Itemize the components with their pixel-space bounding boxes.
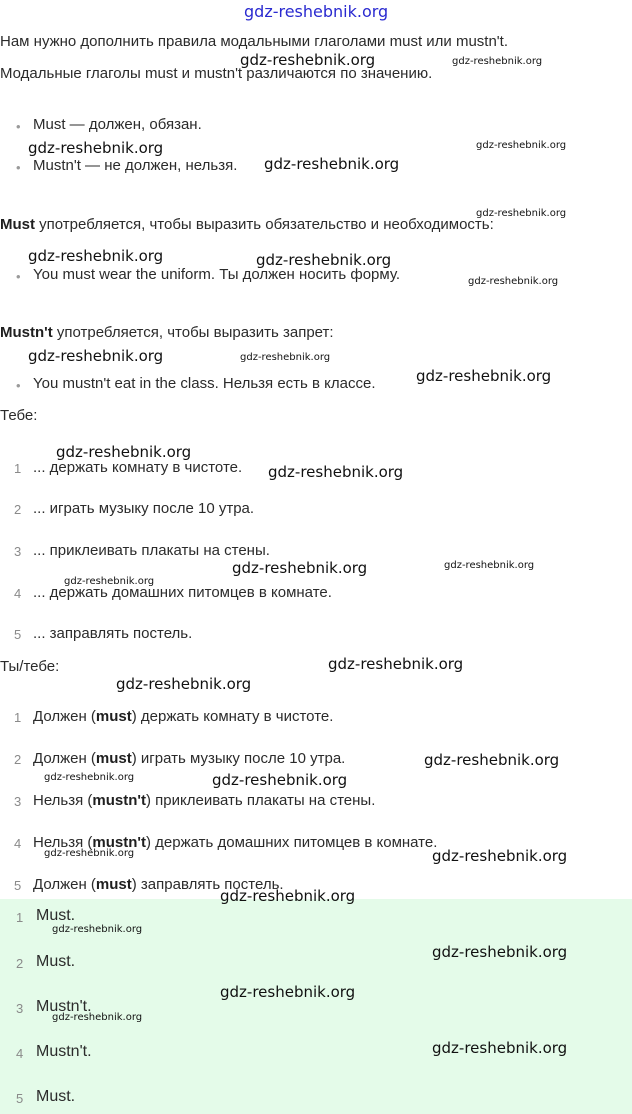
mustnt-example: You mustn't eat in the class. Нельзя есть в классе. [33, 375, 376, 392]
item-text: Должен (must) играть музыку после 10 утра. [33, 750, 346, 767]
watermark: gdz-reshebnik.org [220, 983, 356, 1001]
watermark: gdz-reshebnik.org [452, 56, 543, 67]
watermark: gdz-reshebnik.org [468, 276, 559, 287]
item-number: 1 [14, 461, 22, 476]
answer-text: Must. [36, 907, 76, 924]
modal-word: mustn't [92, 834, 146, 851]
modal-word: must [95, 708, 132, 725]
answer-text: Must. [36, 953, 76, 970]
bullet-icon: • [16, 119, 21, 134]
rule-keyword: Must [0, 216, 35, 233]
item-text: ... приклеивать плакаты на стены. [33, 542, 270, 559]
rule-text: употребляется, чтобы выразить обязательство и необходимость: [35, 216, 494, 233]
answer-text: Must. [36, 1088, 76, 1105]
watermark: gdz-reshebnik.org [432, 847, 568, 865]
rule-text: употребляется, чтобы выразить запрет: [52, 324, 334, 341]
watermark: gdz-reshebnik.org [264, 155, 400, 173]
watermark: gdz-reshebnik.org [432, 943, 568, 961]
watermark: gdz-reshebnik.org [116, 675, 252, 693]
watermark: gdz-reshebnik.org [416, 367, 552, 385]
modal-word: must [95, 750, 132, 767]
filled-label: Ты/тебе: [0, 658, 60, 675]
item-number: 4 [14, 586, 22, 601]
watermark: gdz-reshebnik.org [476, 140, 567, 151]
answer-number: 4 [16, 1046, 24, 1061]
item-text: Должен (must) заправлять постель. [33, 876, 284, 893]
item-number: 5 [14, 627, 22, 642]
answer-number: 1 [16, 910, 24, 925]
watermark: gdz-reshebnik.org [256, 251, 392, 269]
modal-word: must [95, 876, 132, 893]
item-number: 1 [14, 710, 22, 725]
item-number: 2 [14, 502, 22, 517]
watermark: gdz-reshebnik.org [444, 560, 535, 571]
meaning-mustnt: Mustn't — не должен, нельзя. [33, 157, 238, 174]
watermark: gdz-reshebnik.org [240, 352, 331, 363]
answer-text: Mustn't. [36, 1043, 92, 1060]
watermark: gdz-reshebnik.org [432, 1039, 568, 1057]
watermark: gdz-reshebnik.org [328, 655, 464, 673]
item-number: 3 [14, 794, 22, 809]
watermark: gdz-reshebnik.org [240, 51, 376, 69]
watermark: gdz-reshebnik.org [52, 924, 143, 935]
item-text: ... заправлять постель. [33, 625, 193, 642]
item-text: ... держать комнату в чистоте. [33, 459, 243, 476]
answer-text: Mustn't. [36, 998, 92, 1015]
item-text: Нельзя (mustn't) приклеивать плакаты на стены. [33, 792, 376, 809]
bullet-icon: • [16, 160, 21, 175]
watermark: gdz-reshebnik.org [268, 463, 404, 481]
item-text: ... держать домашних питомцев в комнате. [33, 584, 332, 601]
answer-number: 2 [16, 956, 24, 971]
must-rule [0, 216, 494, 233]
task-label: Тебе: [0, 407, 38, 424]
watermark: gdz-reshebnik.org [28, 347, 164, 365]
watermark: gdz-reshebnik.org [232, 559, 368, 577]
header-watermark: gdz-reshebnik.org [244, 2, 389, 21]
watermark: gdz-reshebnik.org [28, 247, 164, 265]
item-text: Нельзя (mustn't) держать домашних питомцев в комнате. [33, 834, 438, 851]
watermark: gdz-reshebnik.org [476, 208, 567, 219]
item-number: 3 [14, 544, 22, 559]
item-number: 5 [14, 878, 22, 893]
modal-word: mustn't [92, 792, 146, 809]
watermark: gdz-reshebnik.org [64, 576, 155, 587]
watermark: gdz-reshebnik.org [44, 772, 135, 783]
watermark: gdz-reshebnik.org [56, 443, 192, 461]
answer-number: 3 [16, 1001, 24, 1016]
intro-line-1: Нам нужно дополнить правила модальными глаголами must или mustn't. [0, 33, 509, 50]
watermark: gdz-reshebnik.org [52, 1012, 143, 1023]
mustnt-rule [0, 324, 334, 341]
bullet-icon: • [16, 269, 21, 284]
answer-number: 5 [16, 1091, 24, 1106]
item-text: Должен (must) держать комнату в чистоте. [33, 708, 334, 725]
must-example: You must wear the uniform. Ты должен носить форму. [33, 266, 401, 283]
item-number: 4 [14, 836, 22, 851]
item-number: 2 [14, 752, 22, 767]
meaning-must: Must — должен, обязан. [33, 116, 202, 133]
watermark: gdz-reshebnik.org [28, 139, 164, 157]
bullet-icon: • [16, 378, 21, 393]
watermark: gdz-reshebnik.org [44, 848, 135, 859]
watermark: gdz-reshebnik.org [220, 887, 356, 905]
intro-line-2: Модальные глаголы must и mustn't различаются по значению. [0, 65, 433, 82]
rule-keyword: Mustn't [0, 324, 53, 341]
watermark: gdz-reshebnik.org [212, 771, 348, 789]
watermark: gdz-reshebnik.org [424, 751, 560, 769]
item-text: ... играть музыку после 10 утра. [33, 500, 255, 517]
